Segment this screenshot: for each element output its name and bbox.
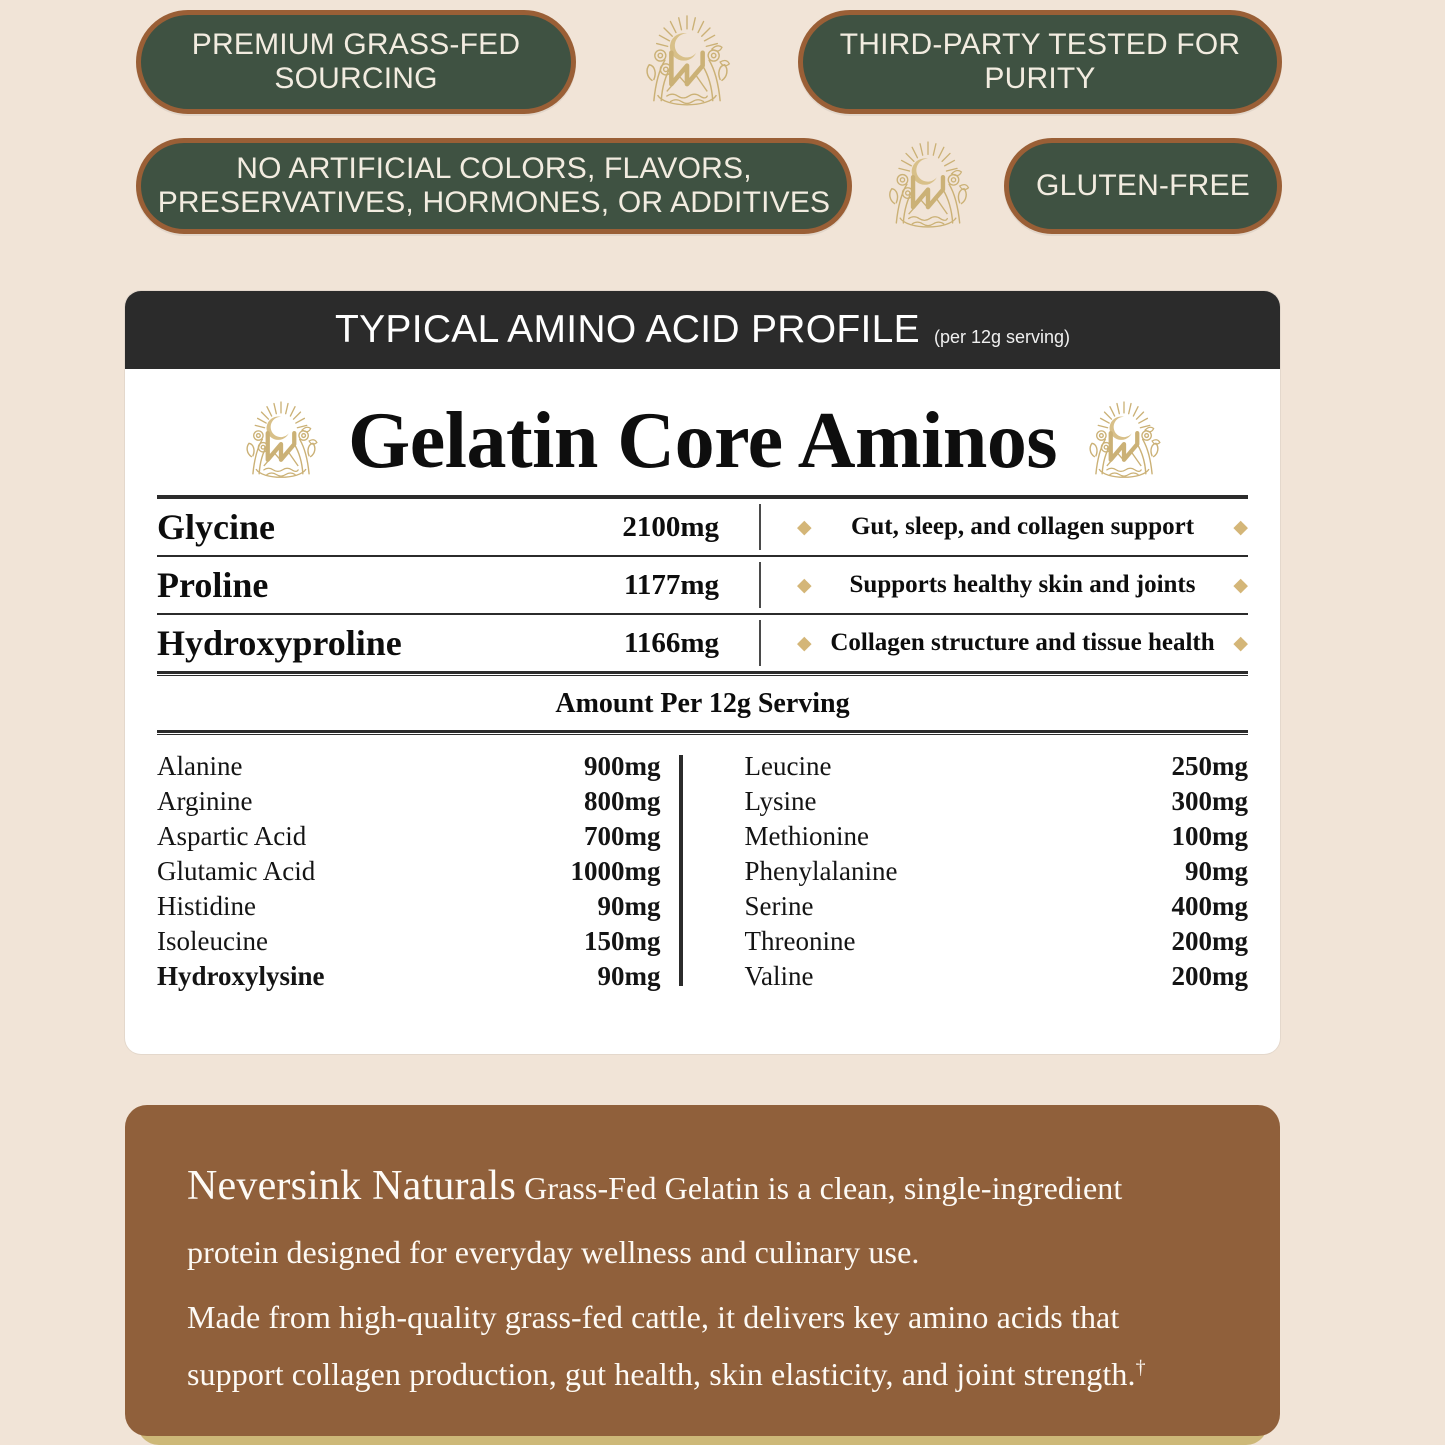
serving-size-note: (per 12g serving): [933, 326, 1071, 347]
brand-title-row: [157, 387, 1248, 495]
dagger-symbol: †: [1135, 1356, 1146, 1378]
description-paragraph-1: [187, 1149, 1218, 1281]
amino-row: [745, 961, 1249, 996]
badge-gluten-free[interactable]: [1004, 138, 1282, 234]
sun-botanical-monogram-emblem: [884, 138, 972, 234]
badge-row-bottom: [136, 138, 1282, 234]
amino-row: [745, 926, 1249, 961]
sun-botanical-monogram-emblem: [1085, 398, 1163, 484]
badge-label: NO ARTIFICIAL COLORS, FLAVORS, PRESERVATIVES, HORMONES, OR ADDITIVES: [157, 151, 831, 219]
column-separator: [759, 504, 761, 550]
amino-name: Isoleucine: [157, 926, 268, 956]
amino-name: Methionine: [744, 821, 869, 851]
amino-row: [745, 751, 1249, 786]
amino-row: [745, 821, 1249, 856]
amino-row: [745, 891, 1249, 926]
amino-column-right: [683, 751, 1249, 996]
amino-row: [157, 751, 661, 786]
amino-row: [157, 856, 661, 891]
badge-row-top: [136, 10, 1282, 114]
amino-amount: 300mg: [1171, 786, 1248, 816]
amino-amount: 800mg: [584, 786, 661, 816]
amino-amount: 90mg: [1185, 856, 1248, 886]
featured-amino-benefit: [797, 513, 1248, 541]
product-description-panel: [125, 1105, 1280, 1436]
amino-row: [157, 891, 661, 926]
amino-name: Alanine: [157, 751, 243, 781]
diamond-bullet-icon: ◆: [1233, 632, 1248, 654]
amino-row: [157, 786, 661, 821]
amino-row: [745, 786, 1249, 821]
amino-name: Histidine: [157, 891, 256, 921]
product-name-heading: Gelatin Core Aminos: [347, 396, 1057, 485]
description-paragraph-2: [187, 1289, 1218, 1403]
amino-acid-profile-card: [125, 291, 1280, 1054]
badge-label: GLUTEN-FREE: [1036, 168, 1250, 202]
featured-amino-amount: 1177mg: [623, 568, 719, 601]
amino-amount: 900mg: [584, 751, 661, 781]
diamond-bullet-icon: ◆: [1233, 516, 1248, 538]
brand-name: Neversink Naturals: [187, 1163, 516, 1209]
emblem-slot-bottom: [852, 138, 1004, 234]
badge-third-party-tested[interactable]: [798, 10, 1282, 114]
amino-row: [157, 926, 661, 961]
amino-name: Phenylalanine: [744, 856, 898, 886]
amino-amount: 150mg: [584, 926, 661, 956]
amino-amount: 400mg: [1171, 891, 1248, 921]
column-separator: [759, 562, 761, 608]
amino-name: Threonine: [744, 926, 856, 956]
amino-row: [157, 821, 661, 856]
amino-name: Leucine: [744, 751, 832, 781]
description-text: Grass-Fed Gelatin is a clean, single-ingredient protein designed for everyday wellness and culinary use.: [187, 1170, 1123, 1270]
amino-name: Aspartic Acid: [157, 821, 307, 851]
amino-name: Arginine: [157, 786, 253, 816]
amino-amount: 100mg: [1171, 821, 1248, 851]
featured-amino-row: [157, 615, 1248, 671]
benefit-text: Gut, sleep, and collagen support: [850, 513, 1195, 540]
amino-amount: 90mg: [597, 891, 661, 921]
featured-amino-name: Proline: [157, 565, 269, 605]
amino-column-left: [157, 751, 679, 996]
amino-name: Serine: [744, 891, 814, 921]
amino-amount: 700mg: [584, 821, 661, 851]
badge-label: THIRD-PARTY TESTED FOR PURITY: [839, 27, 1241, 95]
diamond-bullet-icon: ◆: [797, 516, 812, 538]
amino-acid-columns: [157, 735, 1248, 996]
badge-no-artificial-additives[interactable]: [136, 138, 852, 234]
featured-amino-benefit: [797, 571, 1248, 599]
amino-amount: 90mg: [597, 961, 661, 991]
amino-name: Lysine: [744, 786, 817, 816]
benefit-text: Collagen structure and tissue health: [830, 629, 1215, 656]
amino-name: Valine: [744, 961, 814, 991]
diamond-bullet-icon: ◆: [1233, 574, 1248, 596]
diamond-bullet-icon: ◆: [797, 574, 812, 596]
amino-row: [745, 856, 1249, 891]
featured-amino-name: Glycine: [157, 507, 275, 547]
amino-amount: 200mg: [1171, 961, 1248, 991]
benefit-text: Supports healthy skin and joints: [849, 571, 1196, 598]
column-separator: [759, 620, 761, 666]
featured-amino-amount: 2100mg: [622, 510, 719, 543]
featured-amino-name: Hydroxyproline: [157, 623, 402, 663]
amino-amount: 1000mg: [570, 856, 661, 886]
amino-name: Glutamic Acid: [157, 856, 316, 886]
amino-name: Hydroxylysine: [157, 961, 325, 991]
sun-botanical-monogram-emblem: [641, 12, 733, 112]
description-text: Made from high-quality grass-fed cattle, it delivers key amino acids that support collagen production, gut health, skin elasticity, and joint strength.: [187, 1298, 1136, 1392]
card-body: [125, 369, 1280, 996]
featured-amino-row: [157, 557, 1248, 613]
emblem-slot-top: [576, 12, 798, 112]
featured-amino-row: [157, 499, 1248, 555]
amino-amount: 250mg: [1171, 751, 1248, 781]
featured-amino-benefit: [797, 629, 1248, 657]
amino-amount: 200mg: [1171, 926, 1248, 956]
sun-botanical-monogram-emblem: [242, 398, 320, 484]
featured-amino-amount: 1166mg: [623, 626, 719, 659]
amount-per-serving-heading: Amount Per 12g Serving: [555, 688, 850, 719]
card-header: [125, 291, 1280, 369]
amino-row: [157, 961, 661, 996]
badge-premium-grass-fed-sourcing[interactable]: [136, 10, 576, 114]
page-title: TYPICAL AMINO ACID PROFILE: [334, 308, 920, 351]
badge-label: PREMIUM GRASS-FED SOURCING: [191, 27, 521, 95]
diamond-bullet-icon: ◆: [797, 632, 812, 654]
